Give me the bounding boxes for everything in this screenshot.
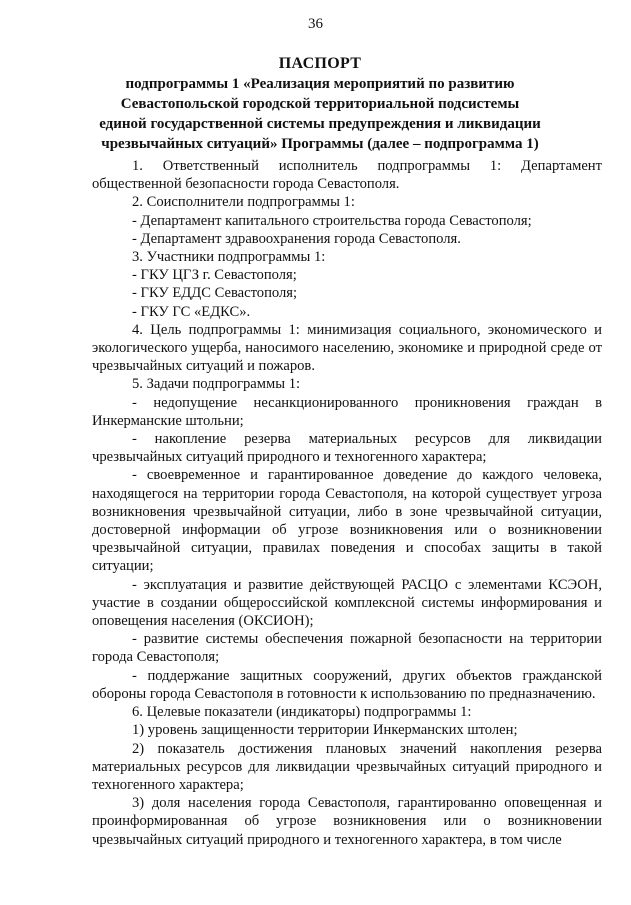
paragraph-coexecutors-heading: 2. Соисполнители подпрограммы 1: <box>132 194 355 211</box>
title-line: Севастопольской городской территориальной подсистемы <box>120 96 520 112</box>
page-number: 36 <box>308 16 323 32</box>
list-item: - развитие системы обеспечения пожарной безопасности на территории города Севастополя; <box>92 631 602 666</box>
list-item: - Департамент капитального строительства города Севастополя; <box>132 212 532 229</box>
paragraph-goal: 4. Цель подпрограммы 1: минимизация социального, экономического и экологического ущерба, наносимого населению, экономике и природной среде от чрезвычайных ситуаций и пожаров. <box>92 321 602 375</box>
list-item: - своевременное и гарантированное доведение до каждого человека, находящегося на территории города Севастополя, на которой существует угроза возникновения чрезвычайной ситуации, либо в зоне чрезвычайной ситуации, достоверной информации об угрозе возникновения или о возникновении чрезвычайной ситуации, правилах поведения и способах защиты в такой ситуации; <box>92 467 602 575</box>
list-item: - поддержание защитных сооружений, других объектов гражданской обороны города Севастополя в готовности к использованию по предназначению. <box>92 667 602 702</box>
title-line: единой государственной системы предупреждения и ликвидации <box>99 116 541 132</box>
list-item: - Департамент здравоохранения города Севастополя. <box>132 230 461 247</box>
paragraph-participants-heading: 3. Участники подпрограммы 1: <box>132 249 326 266</box>
list-item: - ГКУ ЕДДС Севастополя; <box>132 285 298 302</box>
list-item: 2) показатель достижения плановых значений накопления резерва материальных ресурсов для ликвидации чрезвычайных ситуаций природного и техногенного характера; <box>92 740 602 793</box>
document-title <box>60 54 580 154</box>
list-item: - эксплуатация и развитие действующей РАСЦО с элементами КСЭОН, участие в создании общероссийской комплексной системы информирования и оповещения населения (ОКСИОН); <box>92 576 602 630</box>
paragraph-tasks-heading: 5. Задачи подпрограммы 1: <box>132 376 301 393</box>
list-item: - ГКУ ГС «ЕДКС». <box>132 303 251 320</box>
list-item: - ГКУ ЦГЗ г. Севастополя; <box>132 267 297 284</box>
title-line: подпрограммы 1 «Реализация мероприятий по развитию <box>125 76 515 92</box>
title-main: ПАСПОРТ <box>278 55 362 72</box>
list-item: - накопление резерва материальных ресурсов для ликвидации чрезвычайных ситуаций природного и техногенного характера; <box>92 431 602 466</box>
list-item: 1) уровень защищенности территории Инкерманских штолен; <box>132 722 518 739</box>
title-line: чрезвычайных ситуаций» Программы (далее – подпрограмма 1) <box>101 136 539 152</box>
list-item: - недопущение несанкционированного проникновения граждан в Инкерманские штольни; <box>92 394 602 429</box>
paragraph-indicators-heading: 6. Целевые показатели (индикаторы) подпрограммы 1: <box>132 704 472 721</box>
list-item: 3) доля населения города Севастополя, гарантированно оповещенная и проинформированная об угрозе возникновения или о возникновении чрезвычайных ситуаций природного и техногенного характера, в том числе <box>92 795 602 848</box>
paragraph-responsible: 1. Ответственный исполнитель подпрограммы 1: Департамент общественной безопасности города Севастополя. <box>92 158 602 193</box>
document-body <box>92 157 602 849</box>
